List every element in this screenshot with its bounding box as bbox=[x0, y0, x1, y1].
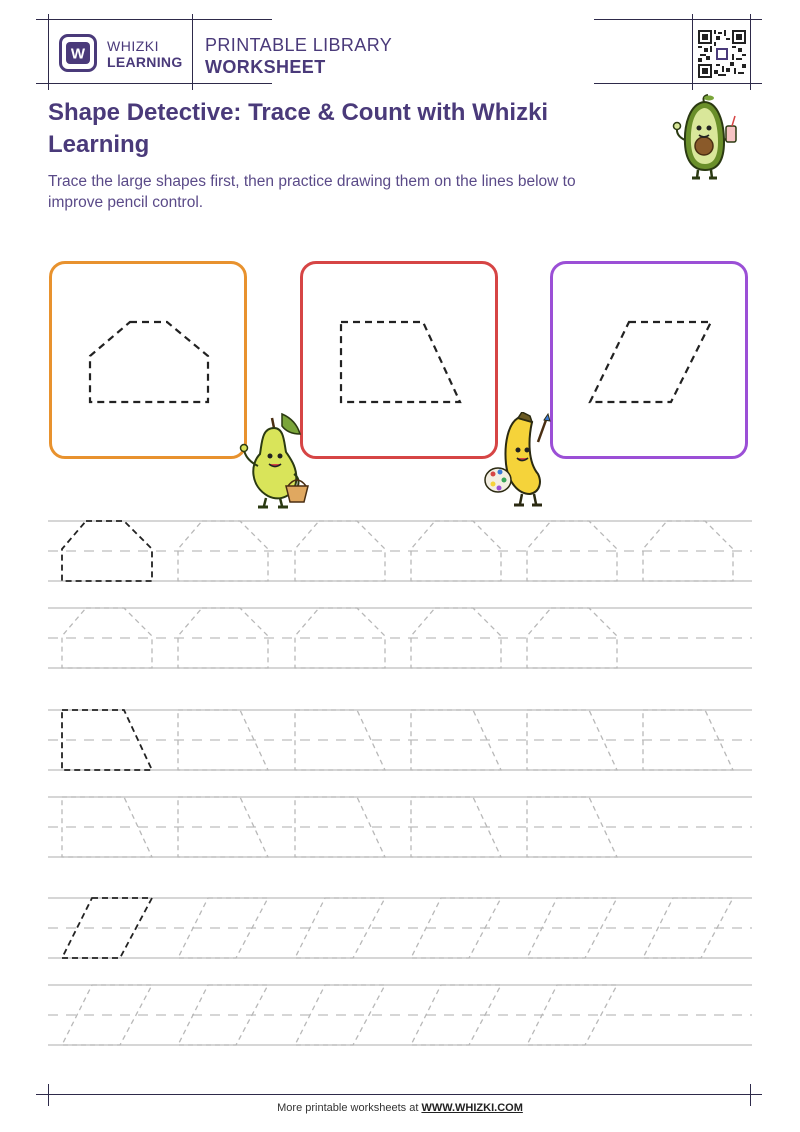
parallelogram-trace-shape bbox=[553, 264, 745, 456]
footer bbox=[0, 1102, 800, 1114]
frame-left-vertical bbox=[48, 14, 49, 90]
frame-header-bottom-right bbox=[594, 83, 762, 84]
logo-wordmark[interactable] bbox=[107, 38, 183, 70]
tracing-row bbox=[48, 521, 752, 581]
frame-top-left-line bbox=[36, 19, 272, 20]
frame-bottom-line bbox=[36, 1094, 762, 1095]
page-title: Shape Detective: Trace & Count with Whizki Learning bbox=[48, 99, 549, 158]
library-label: PRINTABLE LIBRARY bbox=[205, 35, 393, 55]
svg-text:W: W bbox=[70, 45, 86, 63]
frame-right-vertical-2 bbox=[750, 14, 751, 90]
frame-mid-vertical bbox=[192, 14, 193, 90]
trapezoid-trace-shape bbox=[303, 264, 495, 456]
page-subtitle: Trace the large shapes first, then practice drawing them on the lines below to improve pencil control. bbox=[48, 173, 576, 211]
tracing-row bbox=[48, 797, 752, 857]
tracing-row bbox=[48, 985, 752, 1045]
logo-line-1: WHIZKI bbox=[107, 38, 159, 54]
header-title bbox=[205, 34, 392, 78]
logo-line-2: LEARNING bbox=[107, 54, 183, 70]
footer-prefix: More printable worksheets at bbox=[277, 1102, 419, 1114]
tracing-practice-area bbox=[0, 505, 800, 1065]
pentagon-trace-shape bbox=[52, 264, 244, 456]
w-logo-icon bbox=[66, 42, 90, 64]
tracing-row bbox=[48, 608, 752, 668]
avocado-mascot-icon bbox=[668, 94, 742, 180]
pear-mascot-icon bbox=[236, 412, 314, 510]
worksheet-label: WORKSHEET bbox=[205, 57, 326, 77]
tracing-row bbox=[48, 898, 752, 958]
shape-card-trapezoid bbox=[300, 261, 498, 459]
frame-header-bottom-left bbox=[36, 83, 272, 84]
shape-card-pentagon bbox=[49, 261, 247, 459]
qr-code-icon bbox=[698, 30, 746, 78]
frame-top-right-line bbox=[594, 19, 762, 20]
footer-link[interactable]: WWW.WHIZKI.COM bbox=[421, 1102, 523, 1114]
shape-card-parallelogram bbox=[550, 261, 748, 459]
tracing-row bbox=[48, 710, 752, 770]
logo-badge[interactable] bbox=[59, 34, 97, 72]
banana-mascot-icon bbox=[484, 412, 566, 510]
frame-right-vertical bbox=[692, 14, 693, 90]
